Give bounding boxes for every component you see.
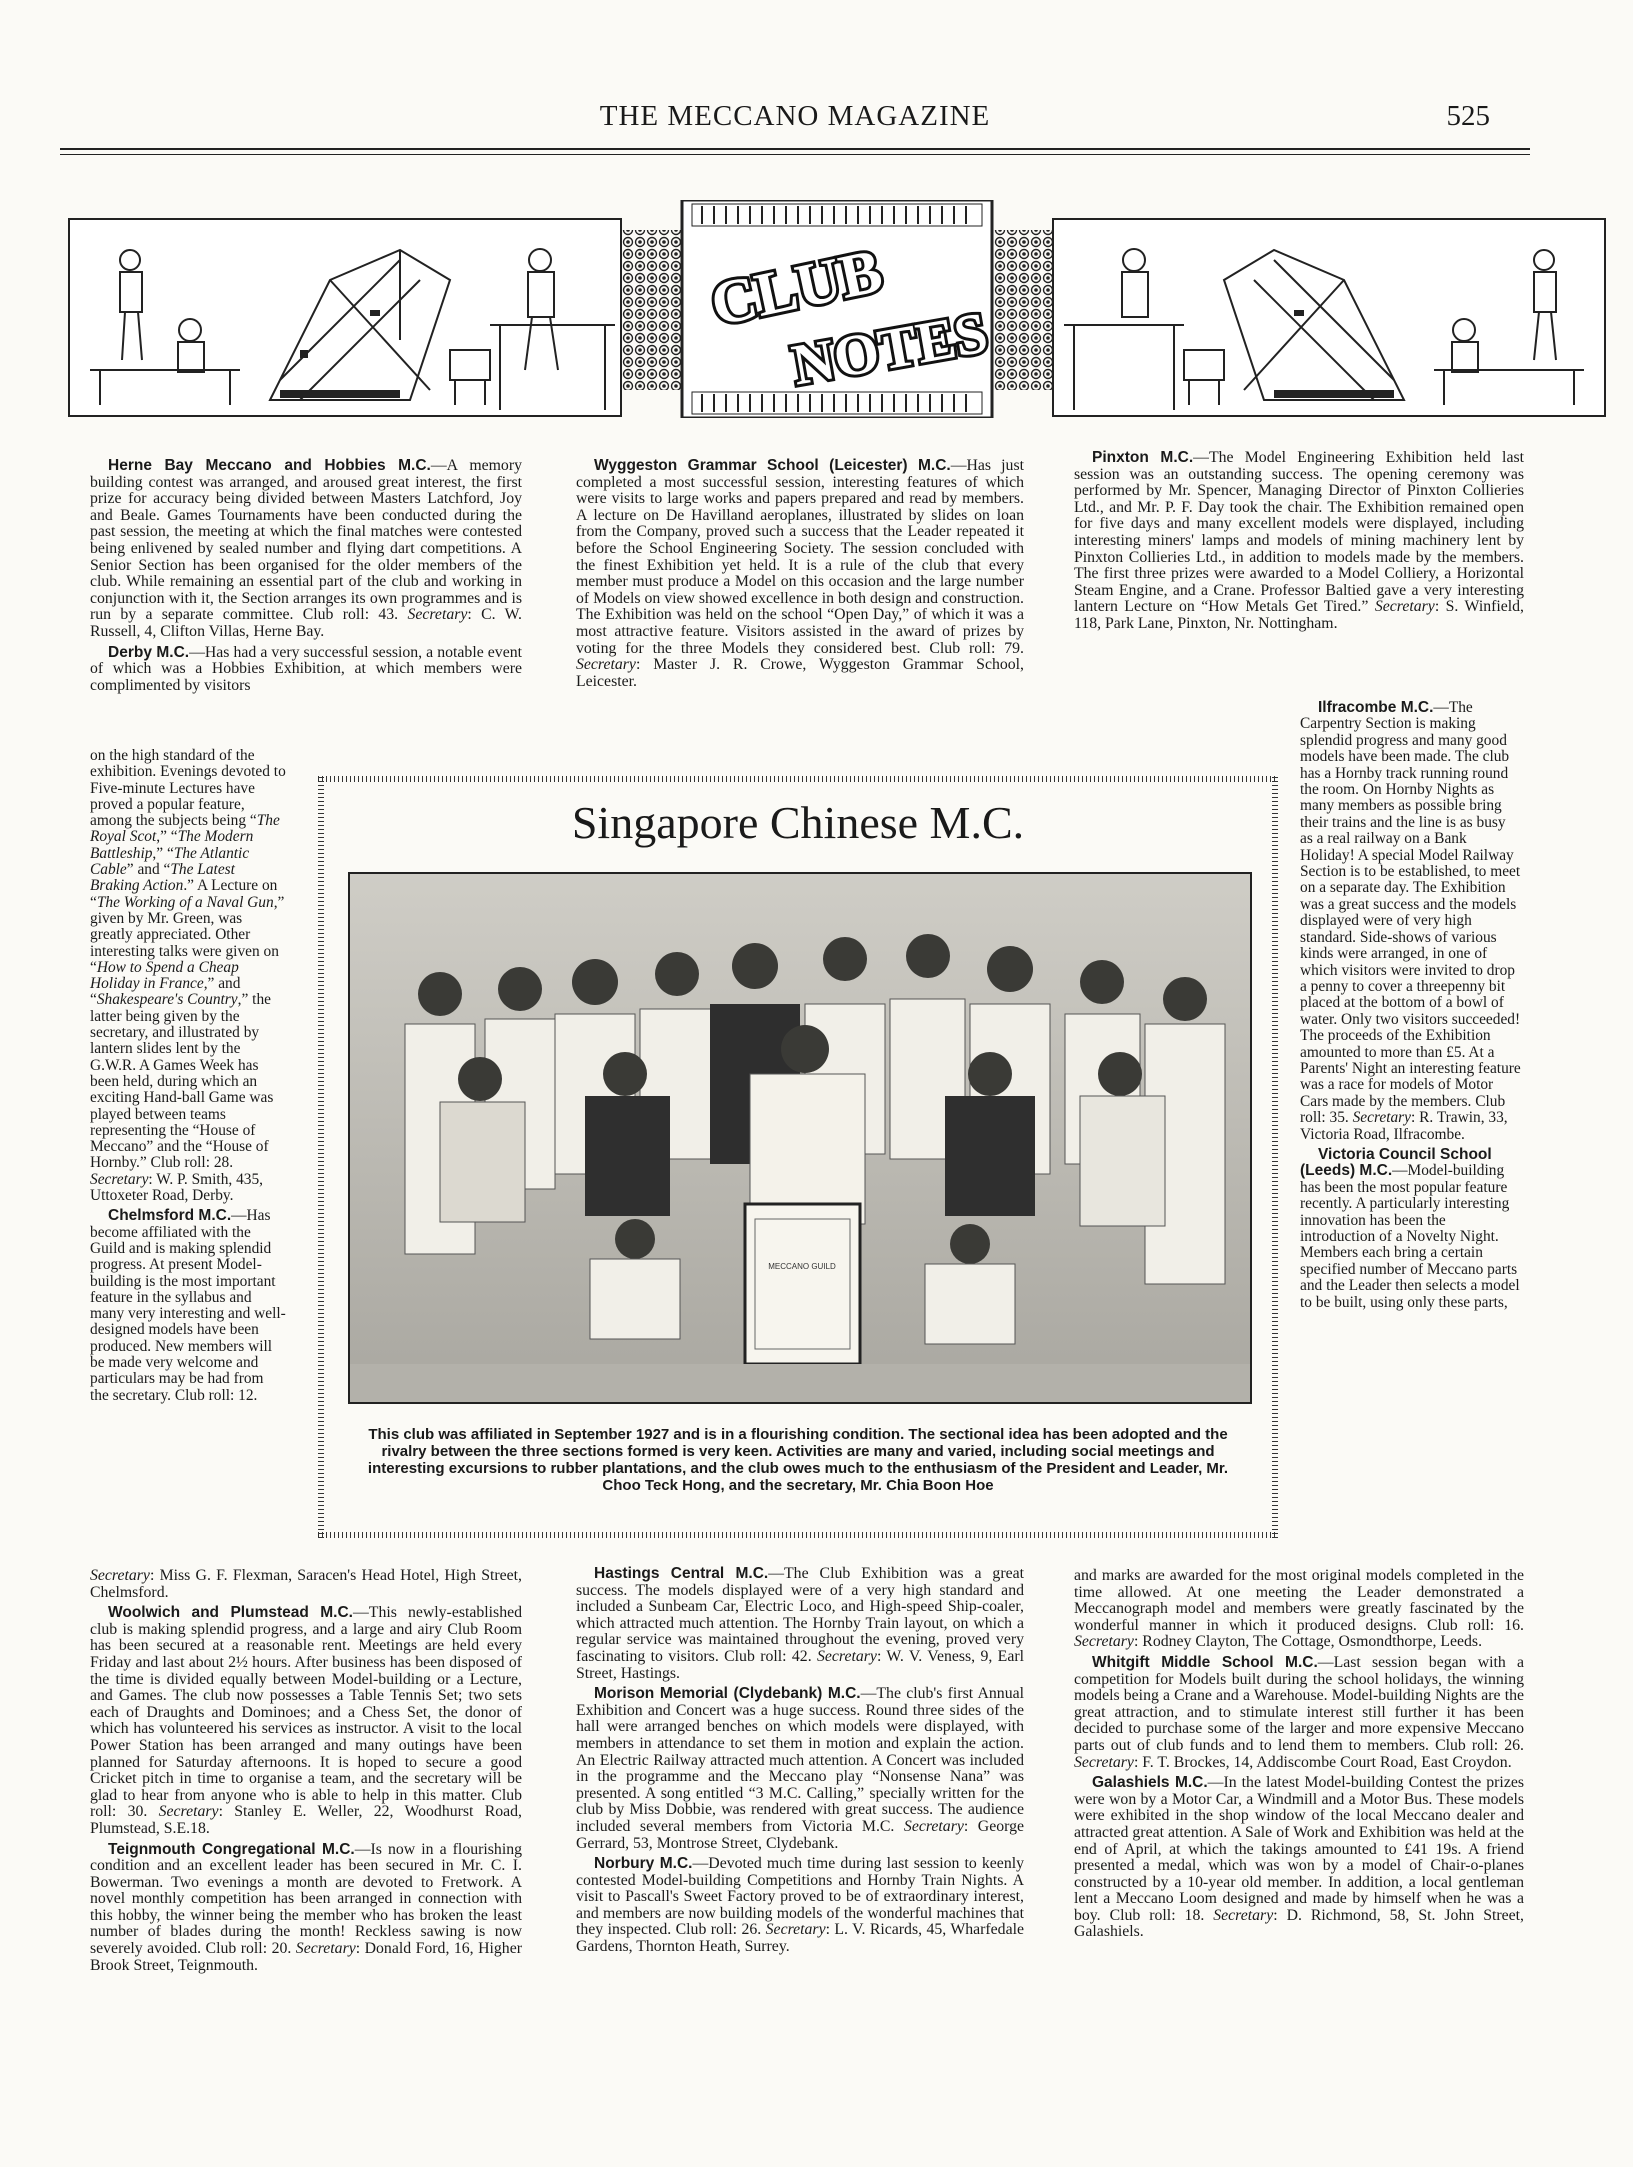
club-name: Galashiels M.C. — [1092, 1774, 1208, 1792]
club-note-derby-intro — [90, 645, 522, 695]
header-rule — [60, 148, 1530, 150]
column-middle-bottom — [576, 1566, 1024, 1960]
club-note-pinxton: Pinxton M.C.—The Model Engineering Exhibition held last session was an outstanding success. The opening ceremony was performed by Mr. Spencer, Managing Director of Pinxton Collieries Ltd., and Mr. P. F. Day took the chair. The Exhibition remained open for five days and many excellent models were displayed, including interesting miners' lamps and models of mining machinery lent by Pinxton Collieries Ltd., in addition to models made by the members. The first three prizes were awarded to a Model Colliery, a Horizontal Steam Engine, and a Crane. Professor Baltied gave a very interesting lantern Lecture on “How Metals Get Tired.” Secretary: S. Winfield, 118, Park Lane, Pinxton, Nr. Nottingham. — [1074, 449, 1524, 632]
club-name: Chelmsford M.C. — [108, 1207, 232, 1225]
club-name: Whitgift Middle School M.C. — [1092, 1653, 1318, 1671]
border-ticks-bottom — [318, 1532, 1278, 1538]
column-right-top — [1074, 450, 1524, 637]
banner-illustration-right — [1052, 218, 1606, 417]
border-ticks-right — [1272, 776, 1278, 1538]
column-middle-top — [576, 458, 1024, 694]
column-left-bottom — [90, 1568, 522, 1978]
club-note-derby: on the high standard of the exhibition. Evenings devoted to Five-minute Lectures have proved a popular feature, among the subjects being “The Royal Scot,” “The Modern Battleship,” “The Atlantic Cable” and “The Latest Braking Action.” A Lecture on “The Working of a Naval Gun,” given by Mr. Green, was greatly appreciated. Other interesting talks were given on “How to Spend a Cheap Holiday in France,” and “Shakespeare's Country,” the latter being given by the secretary, and illustrated by lantern slides lent by the G.W.R. A Games Week has been held, during which an exciting Hand-ball Game was played between teams representing the “House of Meccano” and the “House of Hornby.” Club roll: 28. Secretary: W. P. Smith, 435, Uttoxeter Road, Derby. — [90, 747, 286, 1205]
club-note-chelmsford-secretary: Secretary: Miss G. F. Flexman, Saracen's Head Hotel, High Street, Chelmsford. — [90, 1567, 522, 1601]
logo-club-text: CLUB — [705, 236, 888, 340]
club-note-victoria-continued: and marks are awarded for the most original models completed in the time allowed. At one meeting the Leader demonstrated a Meccanograph model and members were greatly fascinated by the wonderful manner in which it produced designs. Club roll: 16. Secretary: Rodney Clayton, The Cottage, Osmondthorpe, Leeds. — [1074, 1567, 1524, 1651]
club-name: Wyggeston Grammar School (Leicester) M.C. — [594, 457, 951, 474]
club-name: Ilfracombe M.C. — [1318, 699, 1434, 716]
running-head — [60, 100, 1530, 144]
border-ticks-left — [318, 776, 324, 1538]
logo-notes-text: NOTES — [787, 299, 993, 398]
page-number: 525 — [1446, 100, 1490, 132]
club-name: Morison Memorial (Clydebank) M.C. — [594, 1685, 861, 1703]
magazine-title: THE MECCANO MAGAZINE — [599, 100, 991, 132]
plaque-text: MECCANO GUILD — [768, 1262, 836, 1271]
club-note-victoria-leeds — [1300, 1147, 1522, 1311]
club-group-photograph — [348, 872, 1252, 1404]
club-name: Norbury M.C. — [594, 1855, 693, 1873]
photo-caption: This club was affiliated in September 1927 and is in a flourishing condition. The sectional idea has been adopted and the rivalry between the three sections formed is very keen. Activities are many and varied, including social meetings and interesting excursions to rubber plantations, and the club owes much to the enthusiasm of the President and Leader, Mr. Choo Teck Hong, and the secretary, Mr. Chia Boon Hoe — [367, 1426, 1229, 1494]
column-left-narrow — [90, 748, 286, 1408]
club-name: Derby M.C. — [108, 643, 190, 661]
victoria-text-narrow: —Model-building has been the most popular feature recently. A particularly interesting innovation has been the introduction of a Novelty Night. Members each bring a certain specified number of Meccano parts and the Leader then selects a model to be built, using only these parts, — [1300, 1162, 1520, 1311]
club-note-norbury: Norbury M.C.—Devoted much time during last session to keenly contested Model-building Competitions and Hornby Train Nights. A visit to Pascall's Sweet Factory proved to be of extraordinary interest, and members are now building models of the wonderful machines that they inspected. Club roll: 26. Secretary: L. V. Ricards, 45, Wharfedale Gardens, Thornton Heath, Surrey. — [576, 1855, 1025, 1956]
victoria-text-wide: and marks are awarded for the most original models completed in the time allowed. At one meeting the Leader demonstrated a Meccanograph model and members were greatly fascinated by the wonderful manner in which it produced designs. Club roll: 16. — [1074, 1567, 1524, 1634]
derby-text-narrow: on the high standard of the exhibition. Evenings devoted to Five-minute Lectures have proved a popular feature, among the subjects being “The Royal Scot,” “The Modern Battleship,” “The Atlantic Cable” and “The Latest Braking Action.” A Lecture on “The Working of a Naval Gun,” given by Mr. Green, was greatly appreciated. Other interesting talks were given on “How to Spend a Cheap Holiday in France,” and “Shakespeare's Country,” the latter being given by the secretary, and illustrated by lantern slides lent by the G.W.R. A Games Week has been held, during which an exciting Hand-ball Game was played between teams representing the “House of Meccano” and the “House of Hornby.” Club roll: 28. — [90, 747, 286, 1172]
club-notes-logo — [622, 200, 1052, 418]
club-name: Woolwich and Plumstead M.C. — [108, 1604, 353, 1622]
club-note-teignmouth: Teignmouth Congregational M.C.—Is now in a flourishing condition and an excellent leader has been secured in Mr. C. I. Bowerman. Two evenings a month are devoted to Fretwork. A novel monthly competition has been arranged in connection with this hobby, the winner being the member who has broken the least number of blades during the month! Reckless sawing is now severely avoided. Club roll: 20. Secretary: Donald Ford, 16, Higher Brook Street, Teignmouth. — [90, 1840, 522, 1974]
column-right-bottom — [1074, 1568, 1524, 1945]
banner-illustration-left — [68, 218, 622, 417]
club-note-ilfracombe: Ilfracombe M.C.—The Carpentry Section is making splendid progress and many good models have been made. The club has a Hornby track running round the room. On Hornby Nights as many members as possible bring their trains and the line is as busy as a real railway on a Bank Holiday! A special Model Railway Section is to be established, to meet on a separate day. The Exhibition was a great success and the models displayed were of very high standard. Side-shows of various kinds were arranged, in one of which visitors were invited to drop a penny to cover a threepenny bit placed at the bottom of a bowl of water. Only two visitors succeeded! The proceeds of the Exhibition amounted to more than £5. At a Parents' Night an interesting feature was a race for models of Motor Cars made by the members. Club roll: 35. Secretary: R. Trawin, 33, Victoria Road, Ilfracombe. — [1300, 699, 1521, 1143]
club-note-hastings: Hastings Central M.C.—The Club Exhibition was a great success. The models displayed were of a very high standard and included a Sunbeam Car, Electric Loco, and High-speed Ship-coaler, which attracted much attention. The Hornby Train layout, on which a regular service was maintained throughout the evening, proved very fascinating to visitors. Club roll: 42. Secretary: W. V. Veness, 9, Earl Street, Hastings. — [576, 1565, 1024, 1682]
club-note-wyggeston: Wyggeston Grammar School (Leicester) M.C.—Has just completed a most successful session, interesting features of which were visits to large works and papers prepared and read by members. A lecture on De Havilland aeroplanes, illustrated by slides on loan from the Company, proved such a success that the Leader repeated it before the School Engineering Society. The session concluded with the finest Exhibition yet held. It is a rule of the club that every member must produce a Model on this occasion and the large number of Models on view showed excellence in both design and construction. The Exhibition was held on the school “Open Day,” of which it was a most attractive feature. Visitors assisted in the award of prizes by voting for the three Models they considered best. Club roll: 79. Secretary: Master J. R. Crowe, Wyggeston Grammar School, Leicester. — [576, 457, 1024, 690]
feature-title: Singapore Chinese M.C. — [571, 797, 1025, 848]
club-note-whitgift: Whitgift Middle School M.C.—Last session began with a competition for Models built during the school holidays, the winning models being a Crane and a Warehouse. Model-building Nights are the great attraction, and to stimulate interest still further it has been decided to purchase some of the larger and more expensive Meccano parts out of club funds and to lend them to members. Club roll: 26. Secretary: F. T. Brockes, 14, Addiscombe Court Road, East Croydon. — [1074, 1653, 1524, 1771]
club-name: Teignmouth Congregational M.C. — [108, 1840, 355, 1858]
club-notes-banner — [60, 200, 1530, 418]
club-note-chelmsford: Chelmsford M.C.—Has become affiliated with the Guild and is making splendid progress. At present Model-building is the most important feature in the syllabus and many very interesting and well-designed models have been produced. New members will be made very welcome and particulars may be had from the secretary. Club roll: 12. — [90, 1207, 286, 1404]
club-name: Pinxton M.C. — [1092, 449, 1194, 466]
club-note-morison-memorial: Morison Memorial (Clydebank) M.C.—The club's first Annual Exhibition and Concert was a huge success. Round three sides of the hall were arranged benches on which models were displayed, with members in attendance to set them in motion and explain the action. An Electric Railway attracted much attention. A Concert was included in the programme and the Meccano play “Nonsense Nana” was presented. A song entitled “3 M.C. Calling,” specially written for the club by Miss Dobbie, was rendered with great success. The audience included several members from Victoria M.C. Secretary: George Gerrard, 53, Montrose Street, Clydebank. — [576, 1685, 1024, 1852]
club-name: Herne Bay Meccano and Hobbies M.C. — [108, 457, 431, 474]
header-rule-thin — [60, 154, 1530, 155]
boys-building-models-illustration — [1054, 220, 1604, 415]
boys-building-models-illustration — [70, 220, 620, 415]
column-right-narrow — [1300, 700, 1522, 1315]
border-ticks-top — [318, 776, 1278, 782]
column-left-top — [90, 458, 522, 694]
club-name: Hastings Central M.C. — [594, 1565, 769, 1582]
club-note-galashiels: Galashiels M.C.—In the latest Model-building Contest the prizes were won by a Motor Car, a Windmill and a Motor Bus. These models were exhibited in the shop window of the local Meccano dealer and attracted great attention. A Sale of Work and Exhibition was held at the end of April, at which the takings amounted to £41 19s. A friend presented a medal, which was won by a model of Chair-o-planes constructed by a 10-year old member. In addition, a local gentleman lent a Meccano Loom designed and made by himself when he was a boy. Club roll: 18. Secretary: D. Richmond, 58, St. John Street, Galashiels. — [1074, 1774, 1525, 1941]
club-note-herne-bay: Herne Bay Meccano and Hobbies M.C.—A memory building contest was arranged, and aroused great interest, the first prize for accuracy being divided between Masters Latchford, Joy and Beale. Games Tournaments have been conducted during the past session, the meeting at which the final matches were contested being enlivened by sealed number and flying dart competitions. A Senior Section has been organised for the older members of the club. While remaining an essential part of the club and working in conjunction with it, the Section arranges its own programmes and is run by a separate committee. Club roll: 43. Secretary: C. W. Russell, 4, Clifton Villas, Herne Bay. — [90, 457, 523, 640]
club-name: Victoria Council School (Leeds) M.C. — [1300, 1145, 1492, 1180]
club-note-woolwich: Woolwich and Plumstead M.C.—This newly-established club is making splendid progress, and a large and airy Club Room has been secured at a reasonable rent. Meetings are held every Friday and last about 2½ hours. After business has been disposed of the time is divided equally between Model-building or a Lecture, and Games. The club now possesses a Table Tennis Set; two sets each of Draughts and Dominoes; and a Chess Set, the donor of which has volunteered his services as instructor. A visit to the local Power Station has been arranged and many outings have been planned for Saturday afternoons. It is hoped to secure a good Cricket pitch in time to organise a team, and the secretary will be glad to hear from anyone who is able to help in this matter. Club roll: 30. Secretary: Stanley E. Weller, 22, Woodhurst Road, Plumstead, S.E.18. — [90, 1604, 523, 1837]
club-notes-emblem — [622, 200, 1052, 418]
derby-text-wide: —Has had a very successful session, a notable event of which was a Hobbies Exhibition, at which members were complimented by visitors — [90, 643, 522, 694]
group-photo-image — [350, 874, 1250, 1402]
feature-photo-box — [318, 776, 1278, 1538]
